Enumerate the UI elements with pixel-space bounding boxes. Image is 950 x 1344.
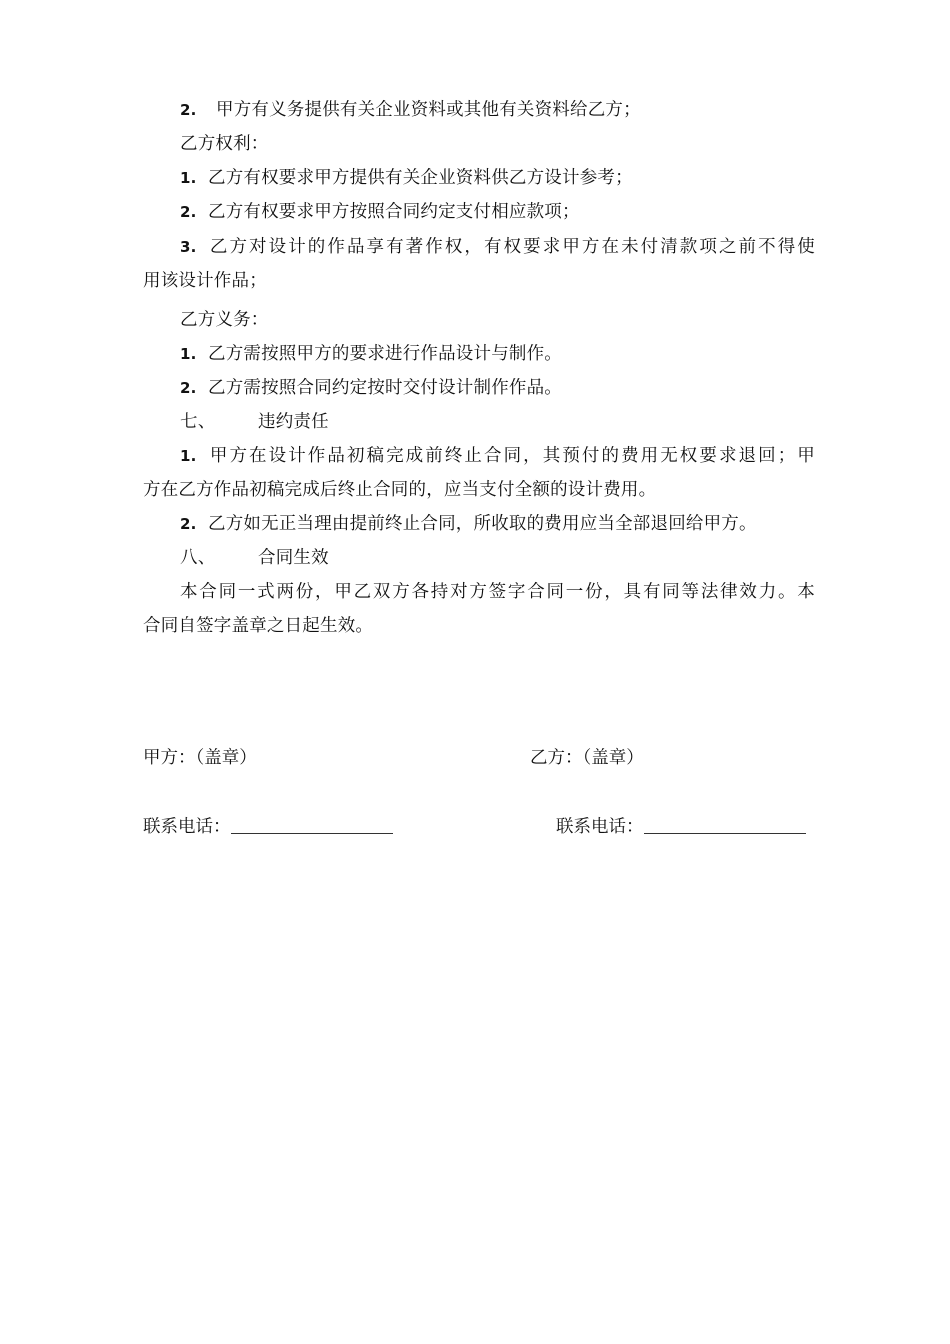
yi-duty-item-2 [180, 371, 815, 405]
party-b-seal-label: 乙方：（盖章） [530, 748, 644, 768]
item-text: 乙方有权要求甲方提供有关企业资料供乙方设计参考； [208, 168, 633, 188]
phone-blank-line [644, 813, 806, 834]
item-number: 2. [180, 203, 197, 221]
section-8-heading [180, 541, 815, 575]
section-7-heading [180, 405, 815, 439]
section-7-item-1 [180, 439, 815, 473]
yi-right-item-1 [180, 161, 815, 195]
section-title: 合同生效 [258, 548, 329, 568]
item-number: 2. [180, 101, 197, 119]
section-7-item-2 [180, 507, 815, 541]
item-number: 1. [180, 169, 197, 187]
section-8-paragraph: 本合同一式两份，甲乙双方各持对方签字合同一份，具有同等法律效力。本 [180, 582, 815, 602]
item-number: 1. [180, 345, 197, 363]
party-a-phone [143, 810, 393, 844]
yi-rights-heading: 乙方权利： [180, 134, 269, 154]
item-text: 乙方对设计的作品享有著作权，有权要求甲方在未付清款项之前不得使 [208, 237, 815, 257]
item-number: 2. [180, 515, 197, 533]
section-number: 七、 [180, 412, 216, 432]
yi-duty-item-1 [180, 337, 815, 371]
section-7-item-1-continued: 方在乙方作品初稿完成后终止合同的，应当支付全额的设计费用。 [143, 480, 657, 500]
phone-blank-line [231, 813, 393, 834]
yi-right-item-3 [180, 230, 815, 264]
item-text: 乙方如无正当理由提前终止合同，所收取的费用应当全部退回给甲方。 [208, 514, 757, 534]
section-number: 八、 [180, 548, 216, 568]
item-number: 2. [180, 379, 197, 397]
item-text: 甲方有义务提供有关企业资料或其他有关资料给乙方； [216, 100, 641, 120]
section-title: 违约责任 [258, 412, 329, 432]
item-text: 乙方需按照合同约定按时交付设计制作作品。 [208, 378, 562, 398]
yi-right-item-3-continued: 用该设计作品； [143, 271, 267, 291]
jia-duty-item-2 [180, 93, 815, 127]
item-number: 3. [180, 238, 197, 256]
yi-right-item-2 [180, 195, 815, 229]
item-number: 1. [180, 447, 197, 465]
section-8-paragraph-continued: 合同自签字盖章之日起生效。 [143, 616, 374, 636]
yi-duties-heading: 乙方义务： [180, 310, 269, 330]
party-b-phone [556, 810, 806, 844]
party-a-seal-label: 甲方：（盖章） [143, 748, 257, 768]
item-text: 乙方有权要求甲方按照合同约定支付相应款项； [208, 202, 580, 222]
phone-label: 联系电话： [143, 817, 231, 837]
item-text: 甲方在设计作品初稿完成前终止合同，其预付的费用无权要求退回；甲 [208, 446, 815, 466]
item-text: 乙方需按照甲方的要求进行作品设计与制作。 [208, 344, 562, 364]
phone-label: 联系电话： [556, 817, 644, 837]
